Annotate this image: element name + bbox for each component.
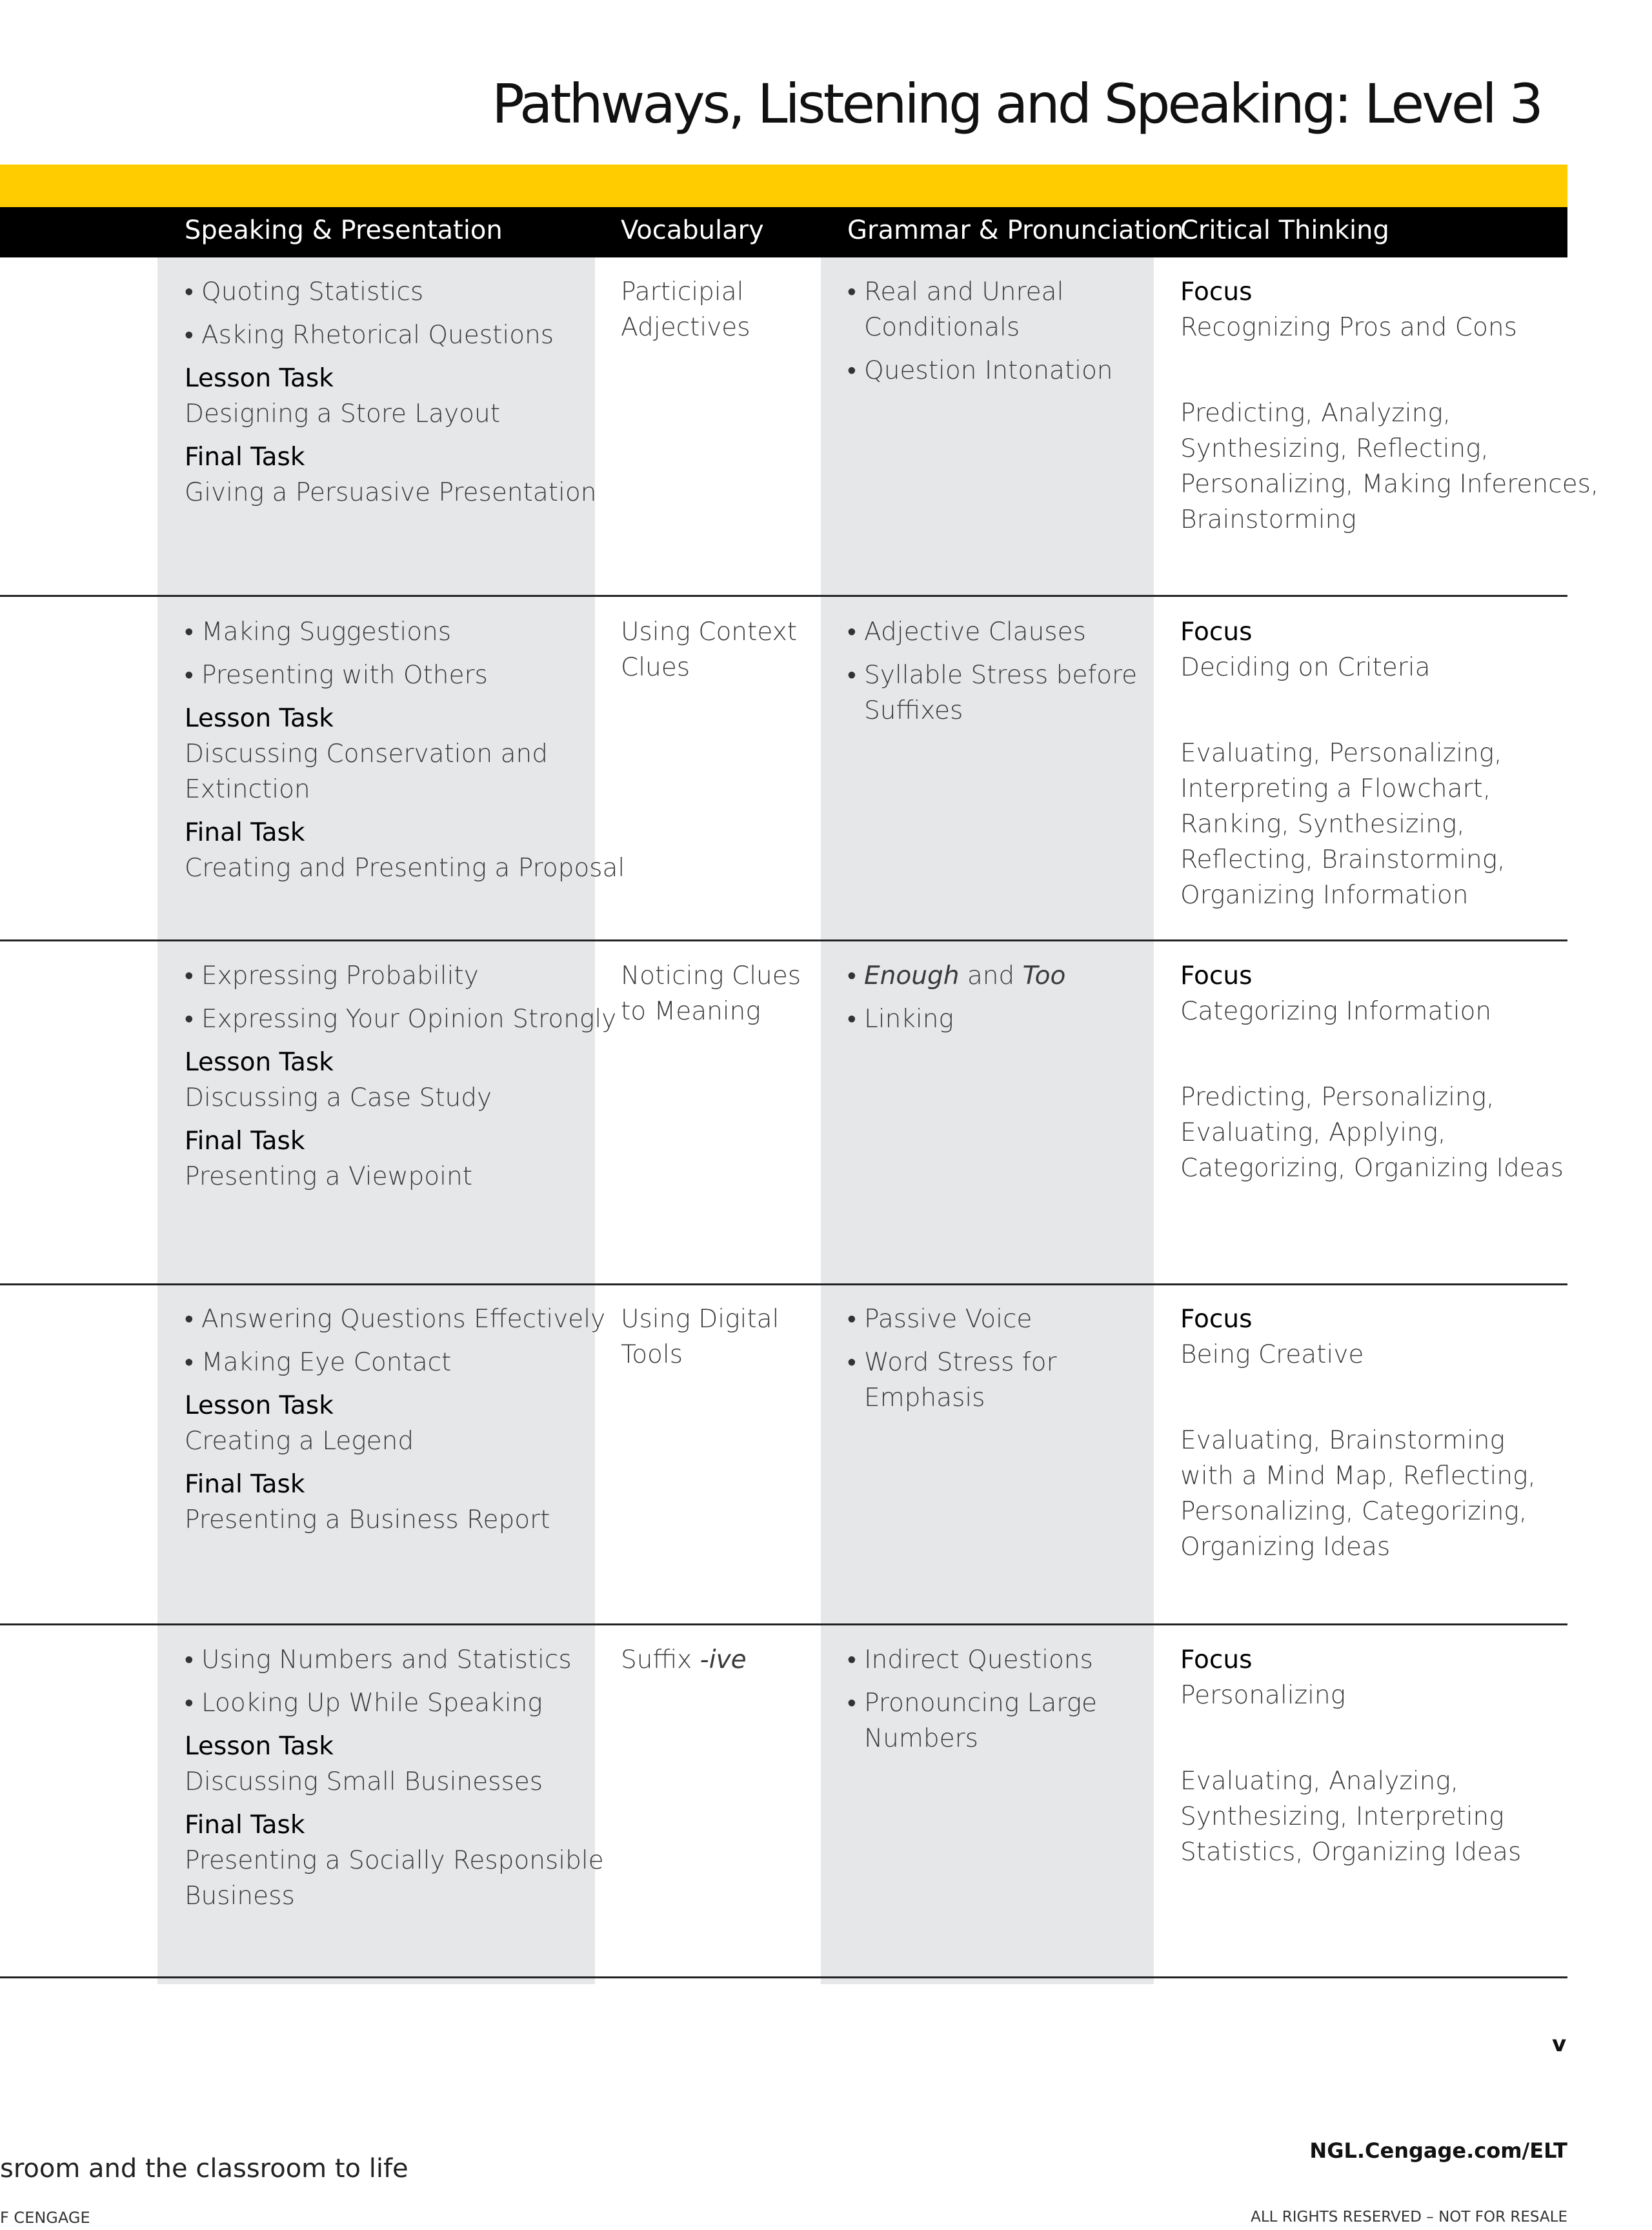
final-task-label: Final Task [185, 1127, 305, 1156]
final-task-text: Presenting a Viewpoint [185, 1162, 472, 1191]
row-divider [0, 595, 1567, 597]
footer-rights: ALL RIGHTS RESERVED – NOT FOR RESALE [1251, 2209, 1567, 2225]
final-task-text: Giving a Persuasive Presentation [185, 478, 597, 507]
header-speaking: Speaking & Presentation [185, 216, 503, 245]
focus-text: Being Creative [1180, 1340, 1364, 1369]
final-task-text: Business [185, 1882, 295, 1911]
critical-thinking-cell [1180, 614, 1506, 913]
grammar-cell [847, 614, 1137, 728]
focus-text: Personalizing [1180, 1681, 1346, 1710]
skills-text: Evaluating, Personalizing, [1180, 739, 1502, 768]
page-title: Pathways, Listening and Speaking: Level 3 [492, 72, 1541, 136]
lesson-task-text: Discussing a Case Study [185, 1083, 492, 1112]
lesson-task-label: Lesson Task [185, 1048, 334, 1077]
focus-label: Focus [1180, 277, 1253, 306]
focus-label: Focus [1180, 1305, 1253, 1334]
vocabulary-prefix: Suffix [621, 1645, 700, 1674]
row-divider [0, 1623, 1567, 1625]
grammar-cell [847, 1301, 1057, 1416]
vocabulary-text: to Meaning [621, 997, 761, 1026]
vocabulary-cell [621, 614, 797, 685]
footer-left-small: F CENGAGE [0, 2209, 90, 2227]
header-grammar: Grammar & Pronunciation [847, 216, 1184, 245]
skills-text: Organizing Information [1180, 881, 1469, 910]
speaking-cell [185, 274, 596, 510]
skills-text: Reflecting, Brainstorming, [1180, 845, 1506, 874]
grammar-fragment: Enough [864, 961, 960, 990]
skills-text: Personalizing, Making Inferences, [1180, 470, 1599, 499]
skills-text: Evaluating, Analyzing, [1180, 1767, 1459, 1796]
grammar-item: • Pronouncing Large [847, 1685, 1097, 1721]
skills-text: with a Mind Map, Reflecting, [1180, 1462, 1536, 1491]
speaking-cell [185, 614, 625, 886]
grammar-item: • Indirect Questions [847, 1642, 1097, 1678]
speaking-bullet: • Asking Rhetorical Questions [185, 317, 596, 353]
final-task-text: Creating and Presenting a Proposal [185, 854, 625, 883]
focus-label: Focus [1180, 1645, 1253, 1674]
skills-text: Synthesizing, Interpreting [1180, 1802, 1504, 1831]
skills-text: Evaluating, Applying, [1180, 1118, 1446, 1147]
vocabulary-text: Using Context [621, 618, 797, 647]
header-critical-thinking: Critical Thinking [1180, 216, 1389, 245]
grammar-item: Emphasis [864, 1383, 985, 1412]
lesson-task-label: Lesson Task [185, 1391, 334, 1420]
grammar-item: Numbers [864, 1724, 978, 1753]
grammar-fragment: and [959, 961, 1023, 990]
grammar-item: • Linking [847, 1001, 1065, 1037]
grammar-item: • Passive Voice [847, 1301, 1057, 1337]
lesson-task-text: Designing a Store Layout [185, 399, 501, 428]
header-vocabulary: Vocabulary [621, 216, 764, 245]
speaking-cell [185, 1642, 604, 1914]
vocabulary-text: Participial [621, 277, 744, 306]
skills-text: Personalizing, Categorizing, [1180, 1497, 1527, 1526]
yellow-accent-bar [0, 165, 1567, 207]
final-task-label: Final Task [185, 1811, 305, 1840]
skills-text: Synthesizing, Reflecting, [1180, 434, 1489, 463]
page-number: v [1552, 2031, 1567, 2057]
speaking-bullet: • Presenting with Others [185, 658, 625, 693]
grammar-item: • Real and Unreal [847, 274, 1113, 310]
vocabulary-cell [621, 1642, 747, 1678]
grammar-item: Conditionals [864, 313, 1020, 342]
grammar-cell [847, 958, 1065, 1037]
vocabulary-cell [621, 1301, 779, 1372]
critical-thinking-cell [1180, 1301, 1536, 1565]
focus-label: Focus [1180, 961, 1253, 990]
final-task-label: Final Task [185, 1470, 305, 1499]
skills-text: Categorizing, Organizing Ideas [1180, 1154, 1564, 1183]
final-task-label: Final Task [185, 818, 305, 847]
speaking-bullet: • Quoting Statistics [185, 274, 596, 310]
speaking-bullet: • Expressing Probability [185, 958, 616, 994]
speaking-bullet: • Making Eye Contact [185, 1345, 605, 1380]
vocabulary-text: Adjectives [621, 313, 750, 342]
lesson-task-text: Discussing Small Businesses [185, 1767, 543, 1796]
vocabulary-text: Tools [621, 1340, 683, 1369]
row-divider [0, 939, 1567, 941]
vocabulary-text: Clues [621, 653, 690, 682]
vocabulary-text: Noticing Clues [621, 961, 801, 990]
speaking-bullet: • Using Numbers and Statistics [185, 1642, 604, 1678]
vocabulary-text [621, 1642, 747, 1678]
critical-thinking-cell [1180, 958, 1564, 1186]
vocabulary-cell [621, 958, 801, 1029]
skills-text: Ranking, Synthesizing, [1180, 810, 1465, 839]
row-divider [0, 1976, 1567, 1978]
grammar-cell [847, 1642, 1097, 1756]
skills-text: Brainstorming [1180, 505, 1356, 534]
lesson-task-text: Extinction [185, 775, 310, 804]
skills-text: Statistics, Organizing Ideas [1180, 1838, 1522, 1867]
footer-tagline: sroom and the classroom to life [0, 2154, 408, 2184]
speaking-cell [185, 958, 616, 1194]
grammar-item [847, 958, 1065, 994]
grammar-item: Suffixes [864, 696, 963, 725]
final-task-text: Presenting a Socially Responsible [185, 1846, 604, 1875]
lesson-task-text: Creating a Legend [185, 1427, 414, 1456]
final-task-text: Presenting a Business Report [185, 1505, 550, 1534]
speaking-bullet: • Answering Questions Effectively [185, 1301, 605, 1337]
focus-text: Recognizing Pros and Cons [1180, 313, 1517, 342]
skills-text: Predicting, Analyzing, [1180, 399, 1451, 428]
vocabulary-text: Using Digital [621, 1305, 780, 1334]
lesson-task-label: Lesson Task [185, 704, 334, 733]
critical-thinking-cell [1180, 1642, 1521, 1870]
footer-url: NGL.Cengage.com/ELT [1309, 2138, 1567, 2163]
lesson-task-text: Discussing Conservation and [185, 739, 548, 768]
lesson-task-label: Lesson Task [185, 364, 334, 393]
row-divider [0, 1283, 1567, 1285]
grammar-fragment: Too [1022, 961, 1066, 990]
final-task-label: Final Task [185, 443, 305, 472]
vocabulary-suffix: -ive [700, 1645, 747, 1674]
speaking-bullet: • Looking Up While Speaking [185, 1685, 604, 1721]
vocabulary-cell [621, 274, 750, 345]
grammar-item: • Syllable Stress before [847, 658, 1137, 693]
lesson-task-label: Lesson Task [185, 1732, 334, 1761]
focus-text: Categorizing Information [1180, 997, 1492, 1026]
skills-text: Organizing Ideas [1180, 1532, 1391, 1562]
speaking-bullet: • Making Suggestions [185, 614, 625, 650]
grammar-cell [847, 274, 1113, 388]
critical-thinking-cell [1180, 274, 1598, 537]
speaking-bullet: • Expressing Your Opinion Strongly [185, 1001, 616, 1037]
grammar-item: • Question Intonation [847, 353, 1113, 388]
focus-label: Focus [1180, 618, 1253, 647]
speaking-cell [185, 1301, 605, 1538]
skills-text: Predicting, Personalizing, [1180, 1083, 1495, 1112]
skills-text: Evaluating, Brainstorming [1180, 1426, 1505, 1455]
grammar-item: • Adjective Clauses [847, 614, 1137, 650]
skills-text: Interpreting a Flowchart, [1180, 774, 1491, 803]
focus-text: Deciding on Criteria [1180, 653, 1431, 682]
grammar-item: • Word Stress for [847, 1345, 1057, 1380]
